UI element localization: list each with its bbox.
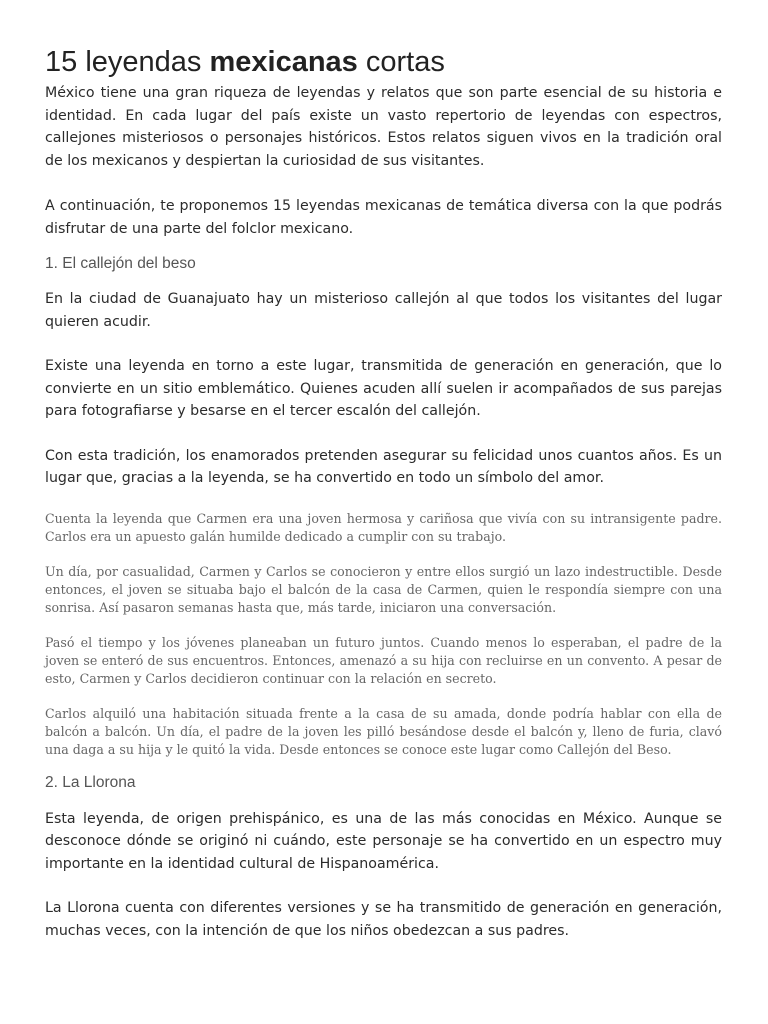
intro-paragraph: México tiene una gran riqueza de leyendas y relatos que son parte esencial de su historia e identidad. En cada lugar del país existe un vasto repertorio de leyendas con espectros, callejones misteriosos o personajes históricos. Estos relatos siguen vivos en la tradición oral de los mexicanos y despiertan la curiosidad de sus visitantes. — [45, 85, 722, 169]
story-paragraph: Carlos alquiló una habitación situada frente a la casa de su amada, donde podría hablar con ella de balcón a balcón. Un día, el padre de la joven les pilló besándose desde el balcón y, lleno de furia, clavó una daga a su hija y le quitó la vida. Desde entonces se conoce este lugar como Callejón del Beso. — [45, 705, 722, 757]
title-part-3: cortas — [357, 46, 445, 78]
section-heading: 1. El callejón del beso — [45, 255, 196, 272]
body-paragraph: En la ciudad de Guanajuato hay un misterioso callejón al que todos los visitantes del lugar quieren acudir. — [45, 291, 722, 330]
body-paragraph: Con esta tradición, los enamorados pretenden asegurar su felicidad unos cuantos años. Es un lugar que, gracias a la leyenda, se ha convertido en todo un símbolo del amor. — [45, 447, 722, 486]
intro-paragraph: A continuación, te proponemos 15 leyendas mexicanas de temática diversa con la que podrás disfrutar de una parte del folclor mexicano. — [45, 198, 722, 237]
article-title — [45, 44, 722, 80]
story-paragraph: Cuenta la leyenda que Carmen era una joven hermosa y cariñosa que vivía con su intransigente padre. Carlos era un apuesto galán humilde dedicado a cumplir con su trabajo. — [45, 510, 722, 544]
title-part-1: 15 leyendas — [45, 46, 210, 78]
article — [45, 44, 722, 942]
body-paragraph: La Llorona cuenta con diferentes versiones y se ha transmitido de generación en generación, muchas veces, con la intención de que los niños obedezcan a sus padres. — [45, 900, 722, 939]
section-heading: 2. La Llorona — [45, 773, 136, 791]
body-paragraph: Esta leyenda, de origen prehispánico, es una de las más conocidas en México. Aunque se desconoce dónde se originó ni cuándo, este personaje se ha convertido en un espectro muy importante en la identidad cultural de Hispanoamérica. — [45, 810, 722, 872]
story-paragraph: Pasó el tiempo y los jóvenes planeaban un futuro juntos. Cuando menos lo esperaban, el padre de la joven se enteró de sus encuentros. Entonces, amenazó a su hija con recluirse en un convento. A pesar de esto, Carmen y Carlos decidieron continuar con la relación en secreto. — [45, 634, 722, 686]
body-paragraph: Existe una leyenda en torno a este lugar, transmitida de generación en generación, que lo convierte en un sitio emblemático. Quienes acuden allí suelen ir acompañados de sus parejas para fotografiarse y besarse en el tercer escalón del callejón. — [45, 358, 722, 419]
story-paragraph: Un día, por casualidad, Carmen y Carlos se conocieron y entre ellos surgió un lazo indestructible. Desde entonces, el joven se situaba bajo el balcón de la casa de Carmen, quien le respondía siempre con una sonrisa. Así pasaron semanas hasta que, más tarde, iniciaron una conversación. — [45, 563, 722, 615]
title-part-2: mexicanas — [209, 46, 358, 78]
